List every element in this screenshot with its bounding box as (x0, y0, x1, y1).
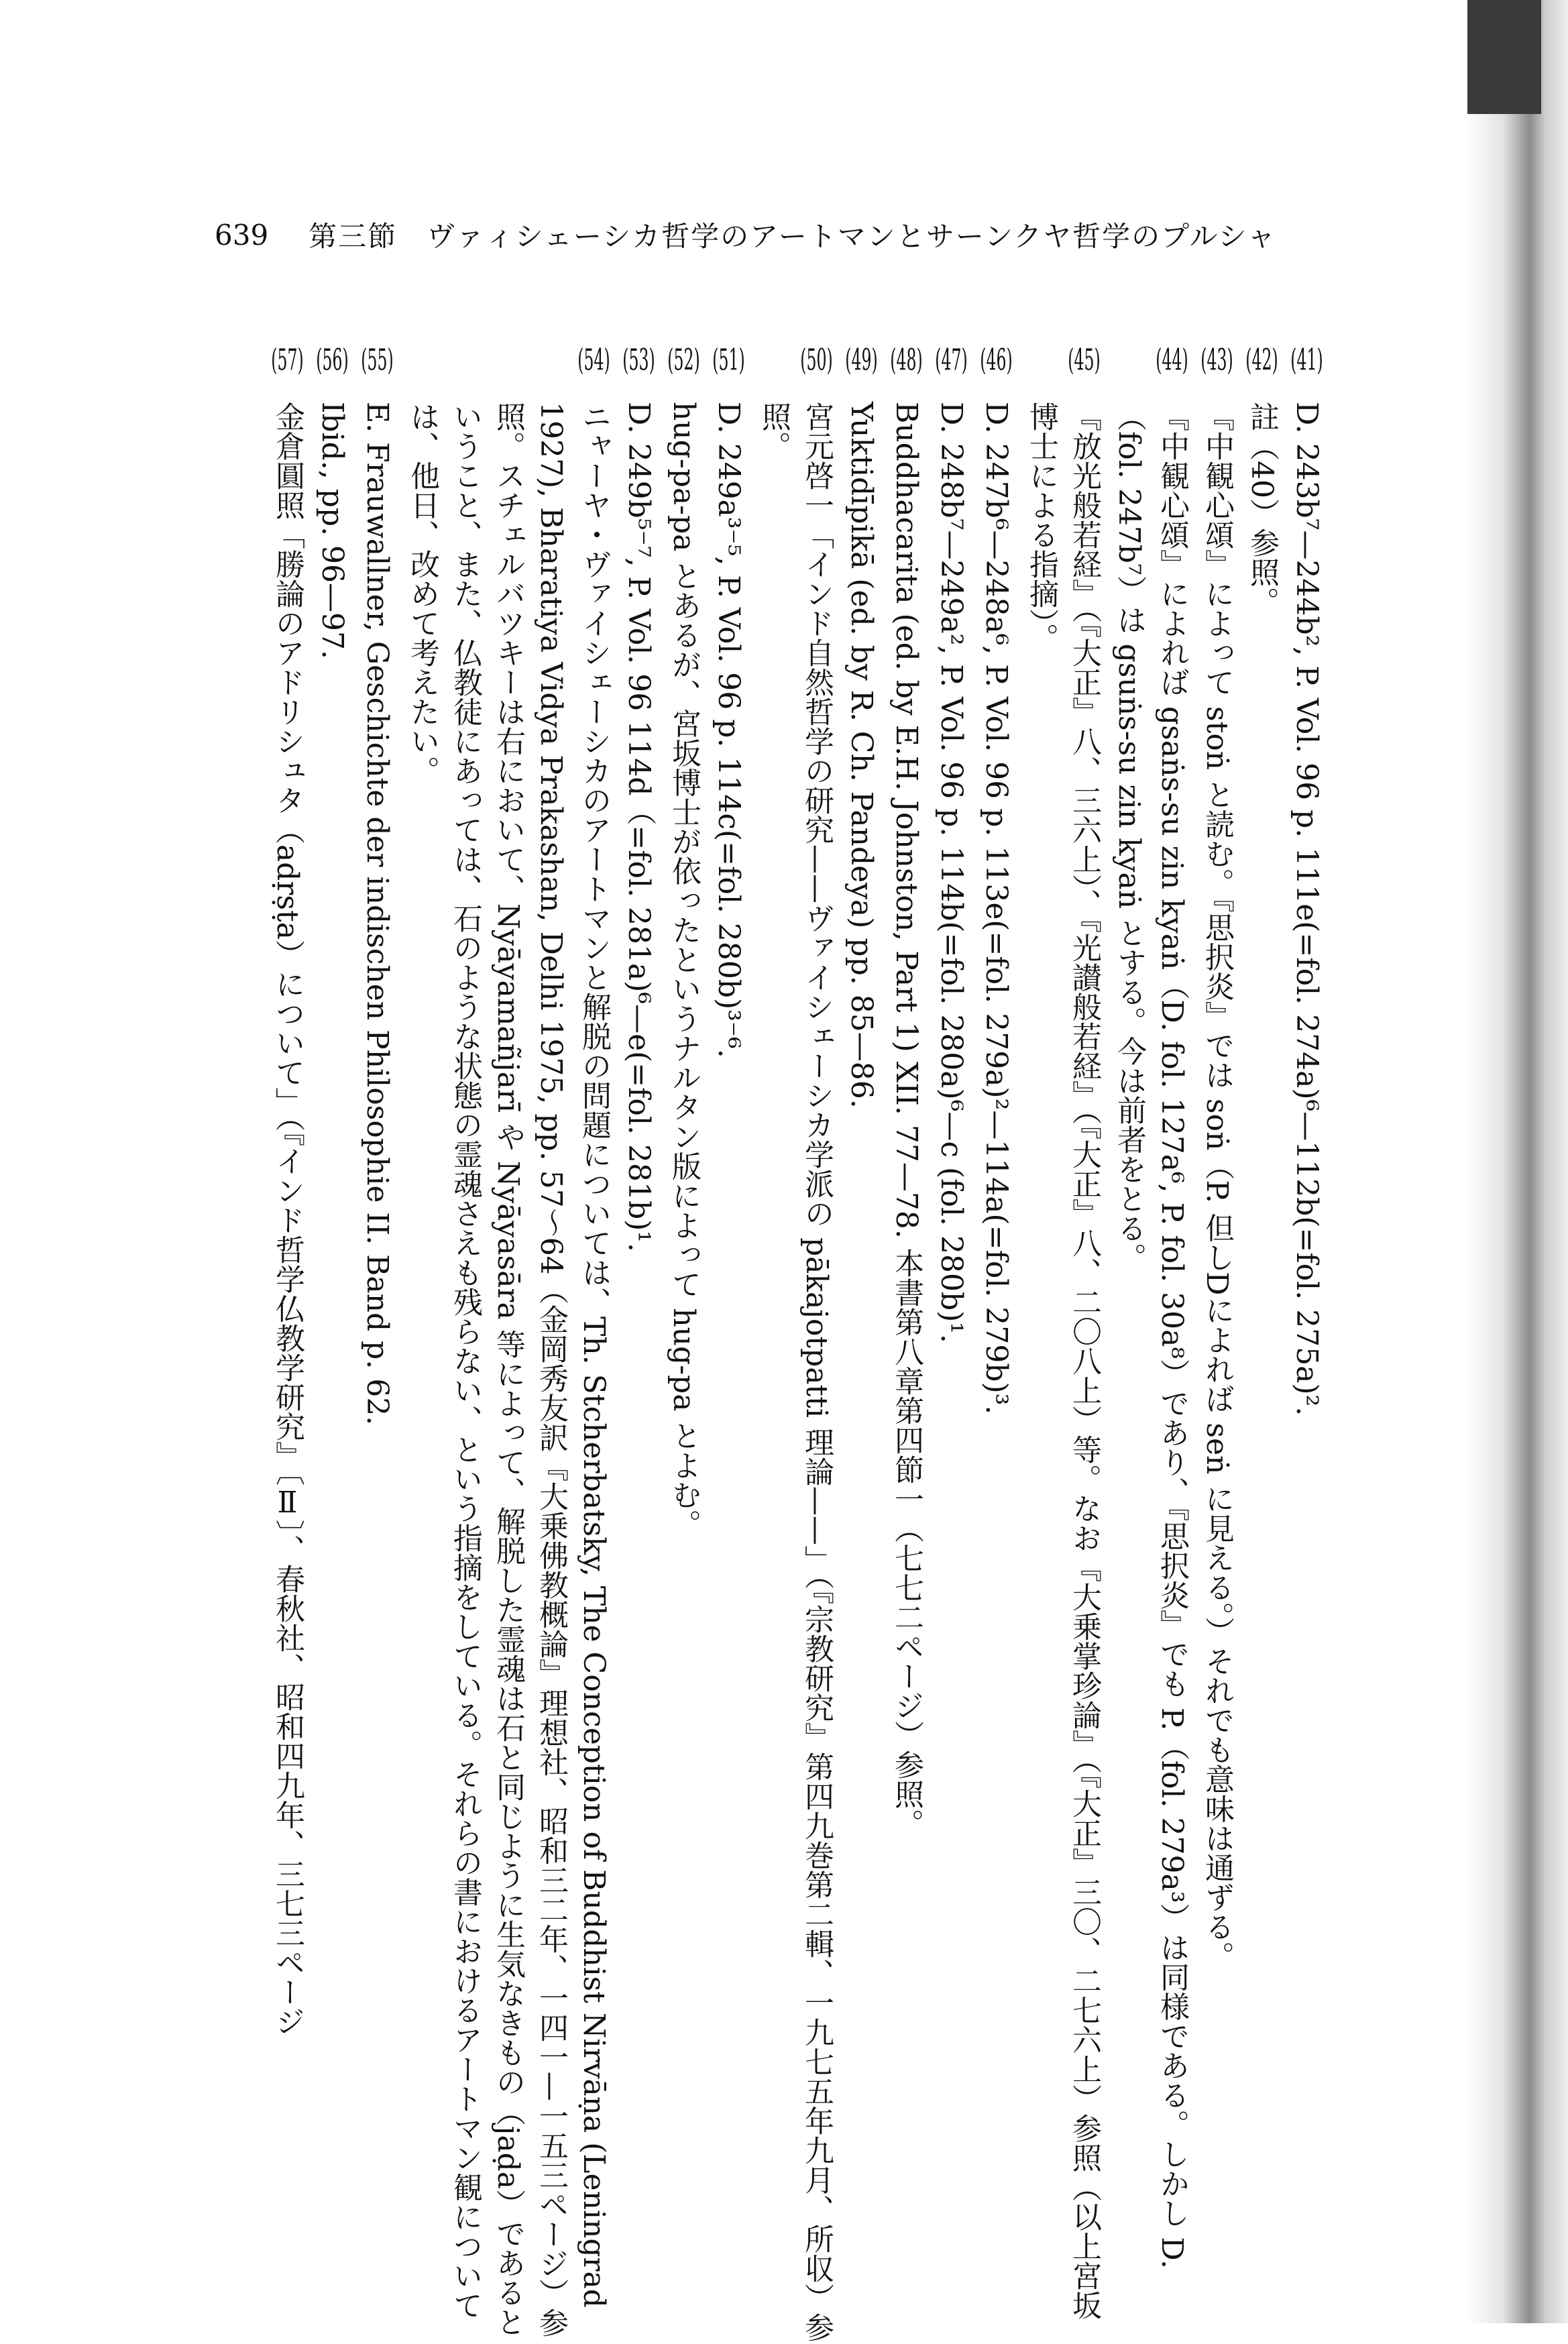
footnote-50 (752, 345, 838, 2344)
footnote-number: (51) (712, 345, 745, 375)
footnote-text: 『中観心頌』によれば gsaṅs-su zin kyaṅ（D. fol. 127a⁶, P. fol. 30a⁸）であり、『思択炎』でも P.（fol. 279a³）は同様である。しかし D.（fol. 247b⁷）は gsuṅs-su zin kyaṅ とする。今は前者をとる。 (1112, 402, 1189, 2270)
footnotes-area (127, 345, 1328, 2344)
footnote-text: Yuktidīpikā (ed. by R. Ch. Pandeya) pp. 85—86. (844, 402, 879, 1109)
footnote-51 (707, 345, 750, 2344)
footnote-text: 宮元啓一「インド自然哲学の研究——ヴァイシェーシカ学派の pākajotpatti 理論——」（『宗教研究』第四九巻第二輯、一九七五年九月、所収）参照。 (757, 402, 834, 2342)
footnote-text: Buddhacarita (ed. by E.H. Johnston, Part 1) XII. 77—78. 本書第八章第四節一（七七二ページ）参照。 (889, 402, 923, 1838)
footnote-number: (48) (890, 345, 923, 375)
footnote-53 (617, 345, 660, 2344)
footnote-number: (45) (1068, 345, 1101, 375)
footnote-44 (1107, 345, 1193, 2344)
footnote-number: (49) (845, 345, 878, 375)
footnote-49 (840, 345, 883, 2344)
footnote-text: 『放光般若経』（『大正』八、三六上）、『光讃般若経』（『大正』八、二〇八上）等。なお『大乗掌珍論』（『大正』三〇、二七六上）参照（以上宮坂博士による指摘）。 (1024, 402, 1101, 2320)
footnote-number: (43) (1200, 345, 1233, 375)
footnote-number: (46) (980, 345, 1013, 375)
footnote-number: (42) (1245, 345, 1278, 375)
footnote-text: D. 243b⁷—244b², P. Vol. 96 p. 111e(=fol. 274a)⁶—112b(=fol. 275a)². (1290, 402, 1324, 1416)
footnote-text: D. 249b⁵⁻⁷, P. Vol. 96 114d（=fol. 281a)⁶—e(=fol. 281b)¹. (622, 402, 656, 1252)
footnote-text: 金倉圓照「勝論のアドリシュタ（adṛṣṭa）について」（『インド哲学仏教学研究』〔Ⅱ〕、春秋社、昭和四九年、三七三ページ (270, 402, 304, 2036)
footnote-text: D. 248b⁷—249a², P. Vol. 96 p. 114b(=fol. 280a)⁶—c (fol. 280b)¹. (934, 402, 968, 1343)
scan-edge-shadow (1467, 0, 1568, 2323)
footnote-text: D. 249a³⁻⁵, P. Vol. 96 p. 114c(=fol. 280b)³⁻⁶. (712, 402, 746, 1058)
footnote-text: hug-pa-pa とあるが、宮坂博士が依ったというナルタン版によって hug-pa とよむ。 (667, 402, 701, 1539)
footnote-number: (57) (271, 345, 304, 375)
footnote-number: (54) (577, 345, 610, 375)
running-title: 第三節 ヴァィシェーシカ哲学のアートマンとサーンクヤ哲学のプルシャ (309, 220, 1277, 253)
footnote-text: 『中観心頌』によって stoṅ と読む。『思択炎』では soṅ（P. 但しDによれば seṅ に見える。）それでも意味は通ずる。 (1200, 402, 1234, 1971)
footnote-text: D. 247b⁶—248a⁶, P. Vol. 96 p. 113e(=fol. 279a)²—114a(=fol. 279b)³. (979, 402, 1013, 1415)
footnote-text: Ibid., pp. 96—97. (315, 402, 349, 660)
footnote-47 (930, 345, 972, 2344)
footnote-52 (662, 345, 705, 2344)
footnote-text: ニャーヤ・ヴァイシェーシカのアートマンと解脱の問題については、Th. Stcherbatsky, The Conception of Buddhist Nirvāṇa (Leningrad 1927), Bharatiya Vidya Prakashan, Delhi 1975, pp. 57～64（金岡秀友訳『大乗佛教概論』理想社、昭和三二年、一四一—一五三ページ）参照。スチェルバツキーは右において、Nyāyamañjarī や Nyāyasāra 等によって、解脱した霊魂は石と同じように生気なきもの（jaḍa）であるということ、また、仏教徒にあっては、石のような状態の霊魂さえも残らない、という指摘をしている。それらの書におけるアートマン観については、他日、改めて考えたい。 (405, 402, 611, 2337)
footnote-45 (1019, 345, 1105, 2344)
footnote-55 (355, 345, 398, 2344)
footnote-number: (41) (1290, 345, 1323, 375)
scan-edge-dark-corner (1467, 0, 1541, 114)
footnote-number: (47) (935, 345, 968, 375)
footnote-number: (52) (667, 345, 700, 375)
footnote-41 (1285, 345, 1328, 2344)
footnote-43 (1195, 345, 1238, 2344)
footnote-57 (266, 345, 309, 2344)
footnote-56 (311, 345, 353, 2344)
footnote-number: (50) (800, 345, 833, 375)
footnote-number: (53) (622, 345, 655, 375)
footnote-number: (56) (316, 345, 349, 375)
footnote-42 (1240, 345, 1283, 2344)
page-header (215, 211, 1321, 258)
footnote-text: E. Frauwallner, Geschichte der indischen Philosophie II. Band p. 62. (360, 402, 394, 1426)
footnote-number: (55) (361, 345, 394, 375)
page-number: 639 (215, 218, 269, 252)
footnote-number: (44) (1156, 345, 1188, 375)
footnote-text: 註（40）参照。 (1245, 402, 1279, 616)
footnote-46 (974, 345, 1017, 2344)
footnote-48 (885, 345, 928, 2344)
footnote-54 (400, 345, 615, 2344)
